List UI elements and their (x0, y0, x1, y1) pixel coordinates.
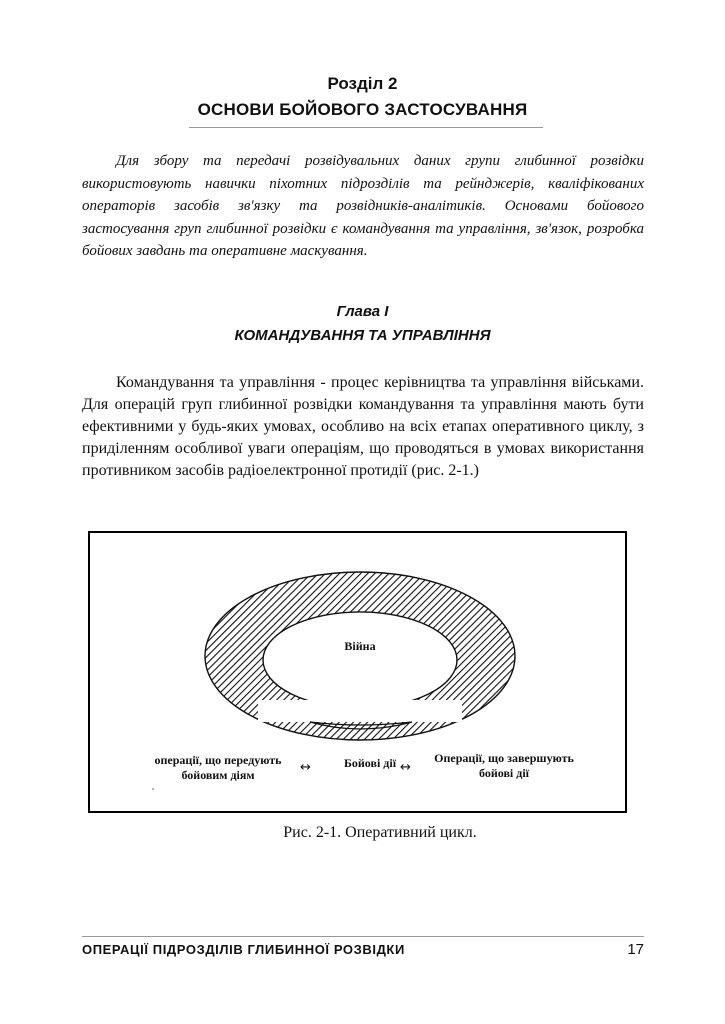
chapter-title: КОМАНДУВАННЯ ТА УПРАВЛІННЯ (234, 327, 491, 344)
post-combat-label: Операції, що завершують бойові дії (434, 751, 574, 780)
combat-label: Бойові дії (343, 756, 397, 770)
pre-combat-label: операції, що передують бойовим діям (154, 753, 282, 782)
figure-caption: Рис. 2-1. Оперативний цикл. (283, 824, 477, 841)
speck (152, 788, 154, 790)
page-number: 17 (627, 941, 644, 958)
footer-title: ОПЕРАЦІЇ ПІДРОЗДІЛІВ ГЛИБИННОЇ РОЗВІДКИ (82, 942, 405, 957)
chapter-label: Глава І (336, 303, 389, 320)
intro-paragraph: Для збору та передачі розвідувальних даних групи глибинної розвідки використовують навички піхотних підрозділів та рейнджерів, кваліфікованих операторів засобів зв'язку та розвідників-аналітиків. Основами бойового застосування груп глибинної розвідки є командування та управління, зв'язок, розробка бойових завдань та оперативне маскування. (82, 153, 644, 259)
body-paragraph: Командування та управління - процес керівництва та управління військами. Для операцій груп глибинної розвідки командування та управління мають бути ефективними у будь-яких умовах, особливо на всіх етапах оперативного циклу, з приділенням особливої уваги операціям, що проводяться в умовах використання противником засобів радіоелектронної протидії (рис. 2-1.) (82, 374, 644, 479)
hatched-ring (205, 572, 515, 740)
section-label: Розділ 2 (327, 74, 398, 93)
double-arrow-icon: ↔ (300, 760, 311, 775)
war-label: Війна (344, 639, 376, 653)
double-arrow-icon: ↔ (400, 760, 411, 775)
section-title: ОСНОВИ БОЙОВОГО ЗАСТОСУВАННЯ (197, 100, 528, 119)
footer-rule (82, 936, 644, 937)
